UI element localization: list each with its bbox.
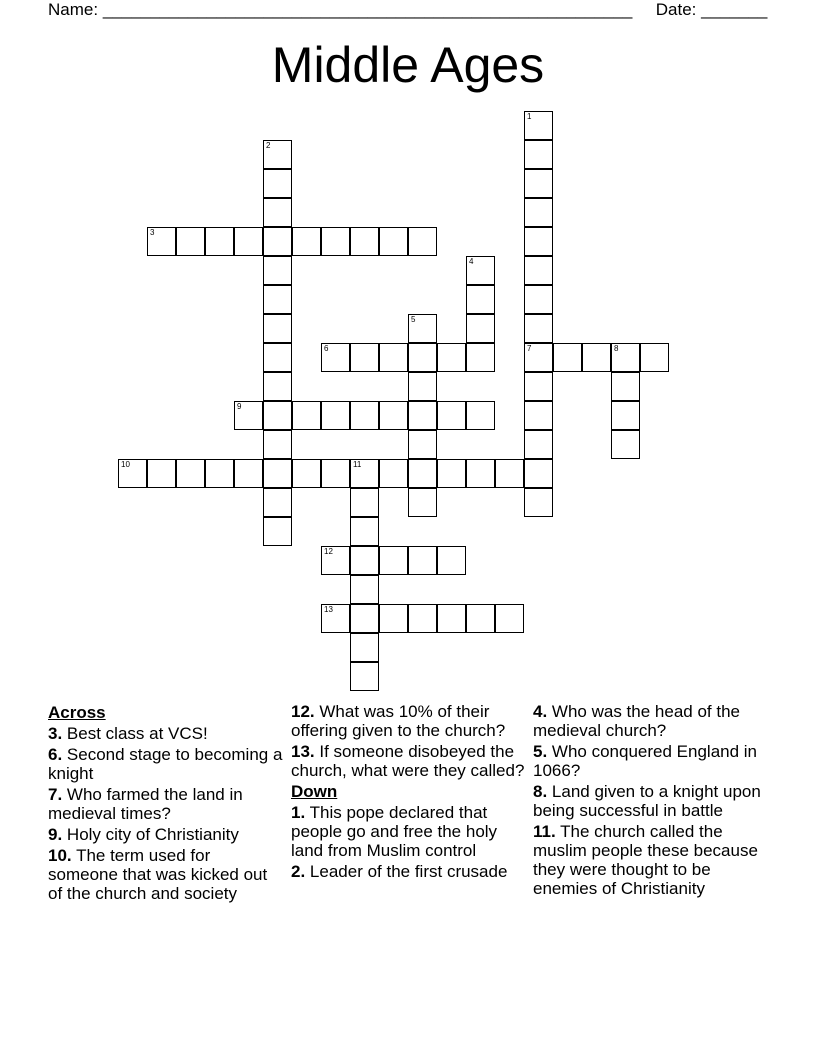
clue-number: 2.: [291, 862, 306, 881]
crossword-cell[interactable]: [495, 604, 524, 633]
crossword-cell[interactable]: [350, 401, 379, 430]
crossword-cell[interactable]: [408, 401, 437, 430]
clue-column-2: [291, 702, 527, 883]
crossword-cell[interactable]: [350, 488, 379, 517]
crossword-cell[interactable]: [321, 546, 350, 575]
crossword-cell[interactable]: [234, 401, 263, 430]
clue-down-2: [291, 862, 527, 881]
cell-number: 10: [121, 460, 130, 469]
crossword-cell[interactable]: [524, 314, 553, 343]
crossword-cell[interactable]: [263, 459, 292, 488]
crossword-cell[interactable]: [408, 430, 437, 459]
crossword-cell[interactable]: [234, 227, 263, 256]
header-line: [48, 0, 767, 20]
crossword-cell[interactable]: [437, 459, 466, 488]
clue-across-3: [48, 724, 284, 743]
clue-number: 11.: [533, 822, 556, 841]
down-heading: Down: [291, 782, 338, 801]
crossword-cell[interactable]: [350, 343, 379, 372]
crossword-cell[interactable]: [321, 401, 350, 430]
crossword-cell[interactable]: [379, 227, 408, 256]
crossword-cell[interactable]: [437, 343, 466, 372]
crossword-cell[interactable]: [205, 459, 234, 488]
cell-number: 8: [614, 344, 619, 353]
crossword-cell[interactable]: [147, 459, 176, 488]
clue-text: Who farmed the land in medieval times?: [48, 785, 243, 823]
clue-down-5: [533, 742, 769, 780]
clue-number: 13.: [291, 742, 315, 761]
clue-text: What was 10% of their offering given to the church?: [291, 702, 506, 740]
cell-number: 2: [266, 141, 271, 150]
crossword-cell[interactable]: [263, 256, 292, 285]
clue-down-11: [533, 822, 769, 898]
crossword-cell[interactable]: [379, 459, 408, 488]
crossword-cell[interactable]: [640, 343, 669, 372]
page-title: Middle Ages: [271, 37, 545, 93]
clue-across-6: [48, 745, 284, 783]
cell-number: 12: [324, 547, 333, 556]
date-label: Date:: [655, 0, 697, 19]
clue-across-9: [48, 825, 284, 844]
crossword-cell[interactable]: [350, 459, 379, 488]
crossword-cell[interactable]: [176, 459, 205, 488]
across-heading: Across: [48, 703, 106, 722]
date-field[interactable]: _______: [701, 0, 768, 19]
crossword-cell[interactable]: [321, 604, 350, 633]
crossword-cell[interactable]: [611, 372, 640, 401]
clue-column-1: [48, 702, 284, 905]
crossword-cell[interactable]: [350, 227, 379, 256]
crossword-cell[interactable]: [147, 227, 176, 256]
crossword-cell[interactable]: [611, 343, 640, 372]
clue-down-8: [533, 782, 769, 820]
name-field[interactable]: ________________________________________________________: [102, 0, 633, 19]
clue-text: Leader of the first crusade: [309, 862, 508, 881]
crossword-cell[interactable]: [350, 633, 379, 662]
crossword-cell[interactable]: [263, 372, 292, 401]
clue-down-4: [533, 702, 769, 740]
cell-number: 5: [411, 315, 416, 324]
clue-across-13: [291, 742, 527, 780]
crossword-cell[interactable]: [466, 285, 495, 314]
crossword-cell[interactable]: [524, 343, 553, 372]
crossword-cell[interactable]: [437, 546, 466, 575]
crossword-cell[interactable]: [379, 604, 408, 633]
clue-text: Second stage to becoming a knight: [48, 745, 283, 783]
crossword-cell[interactable]: [379, 546, 408, 575]
crossword-cell[interactable]: [466, 604, 495, 633]
crossword-cell[interactable]: [466, 343, 495, 372]
crossword-cell[interactable]: [176, 227, 205, 256]
crossword-cell[interactable]: [524, 285, 553, 314]
crossword-cell[interactable]: [350, 517, 379, 546]
crossword-cell[interactable]: [466, 256, 495, 285]
cell-number: 6: [324, 344, 329, 353]
clue-text: Holy city of Christianity: [66, 825, 239, 844]
cell-number: 3: [150, 228, 155, 237]
clue-text: If someone disobeyed the church, what were they called?: [291, 742, 525, 780]
crossword-cell[interactable]: [234, 459, 263, 488]
crossword-cell[interactable]: [292, 401, 321, 430]
name-label: Name:: [48, 0, 99, 19]
crossword-cell[interactable]: [350, 662, 379, 691]
clue-number: 9.: [48, 825, 63, 844]
crossword-cell[interactable]: [524, 140, 553, 169]
clue-text: Land given to a knight upon being successful in battle: [533, 782, 761, 820]
crossword-cell[interactable]: [205, 227, 234, 256]
crossword-cell[interactable]: [408, 604, 437, 633]
clue-text: Who was the head of the medieval church?: [533, 702, 740, 740]
cell-number: 1: [527, 112, 532, 121]
crossword-cell[interactable]: [263, 227, 292, 256]
clue-text: This pope declared that people go and free the holy land from Muslim control: [291, 803, 498, 860]
cell-number: 7: [527, 344, 532, 353]
crossword-cell[interactable]: [466, 314, 495, 343]
clue-text: The term used for someone that was kicked out of the church and society: [48, 846, 268, 903]
clue-number: 8.: [533, 782, 548, 801]
crossword-cell[interactable]: [408, 459, 437, 488]
crossword-cell[interactable]: [350, 604, 379, 633]
crossword-cell[interactable]: [263, 488, 292, 517]
crossword-cell[interactable]: [379, 343, 408, 372]
crossword-cell[interactable]: [524, 111, 553, 140]
crossword-cell[interactable]: [263, 140, 292, 169]
crossword-cell[interactable]: [263, 169, 292, 198]
crossword-cell[interactable]: [408, 343, 437, 372]
clue-text: The church called the muslim people these because they were thought to be enemies of Christianity: [533, 822, 758, 898]
crossword-cell[interactable]: [524, 169, 553, 198]
crossword-cell[interactable]: [292, 459, 321, 488]
crossword-cell[interactable]: [495, 459, 524, 488]
clue-number: 12.: [291, 702, 315, 721]
crossword-cell[interactable]: [350, 546, 379, 575]
crossword-cell[interactable]: [321, 343, 350, 372]
crossword-cell[interactable]: [263, 430, 292, 459]
clue-across-12: [291, 702, 527, 740]
crossword-cell[interactable]: [611, 430, 640, 459]
clue-number: 10.: [48, 846, 72, 865]
clue-down-1: [291, 803, 527, 860]
crossword-cell[interactable]: [524, 198, 553, 227]
crossword-cell[interactable]: [408, 488, 437, 517]
clue-text: Who conquered England in 1066?: [533, 742, 758, 780]
crossword-cell[interactable]: [437, 401, 466, 430]
crossword-cell[interactable]: [292, 227, 321, 256]
crossword-cell[interactable]: [263, 517, 292, 546]
clue-across-10: [48, 846, 284, 903]
crossword-cell[interactable]: [408, 546, 437, 575]
crossword-cell[interactable]: [408, 372, 437, 401]
crossword-cell[interactable]: [263, 314, 292, 343]
crossword-cell[interactable]: [263, 401, 292, 430]
crossword-cell[interactable]: [321, 459, 350, 488]
crossword-cell[interactable]: [263, 198, 292, 227]
clue-number: 7.: [48, 785, 63, 804]
clue-number: 5.: [533, 742, 548, 761]
clue-number: 1.: [291, 803, 306, 822]
crossword-cell[interactable]: [524, 459, 553, 488]
cell-number: 11: [353, 460, 362, 469]
clue-number: 4.: [533, 702, 548, 721]
clue-text: Best class at VCS!: [66, 724, 208, 743]
cell-number: 4: [469, 257, 474, 266]
crossword-cell[interactable]: [408, 314, 437, 343]
clue-column-3: [533, 702, 769, 900]
clue-number: 6.: [48, 745, 63, 764]
crossword-cell[interactable]: [524, 256, 553, 285]
crossword-cell[interactable]: [379, 401, 408, 430]
crossword-cell[interactable]: [553, 343, 582, 372]
crossword-cell[interactable]: [118, 459, 147, 488]
crossword-cell[interactable]: [611, 401, 640, 430]
cell-number: 13: [324, 605, 333, 614]
crossword-cell[interactable]: [524, 488, 553, 517]
crossword-cell[interactable]: [437, 604, 466, 633]
clue-across-7: [48, 785, 284, 823]
crossword-cell[interactable]: [350, 575, 379, 604]
crossword-cell[interactable]: [524, 401, 553, 430]
crossword-cell[interactable]: [582, 343, 611, 372]
crossword-cell[interactable]: [263, 343, 292, 372]
crossword-cell[interactable]: [408, 227, 437, 256]
crossword-cell[interactable]: [263, 285, 292, 314]
crossword-cell[interactable]: [524, 227, 553, 256]
clue-number: 3.: [48, 724, 63, 743]
crossword-cell[interactable]: [466, 401, 495, 430]
crossword-cell[interactable]: [466, 459, 495, 488]
cell-number: 9: [237, 402, 242, 411]
crossword-cell[interactable]: [524, 430, 553, 459]
crossword-cell[interactable]: [321, 227, 350, 256]
crossword-cell[interactable]: [524, 372, 553, 401]
